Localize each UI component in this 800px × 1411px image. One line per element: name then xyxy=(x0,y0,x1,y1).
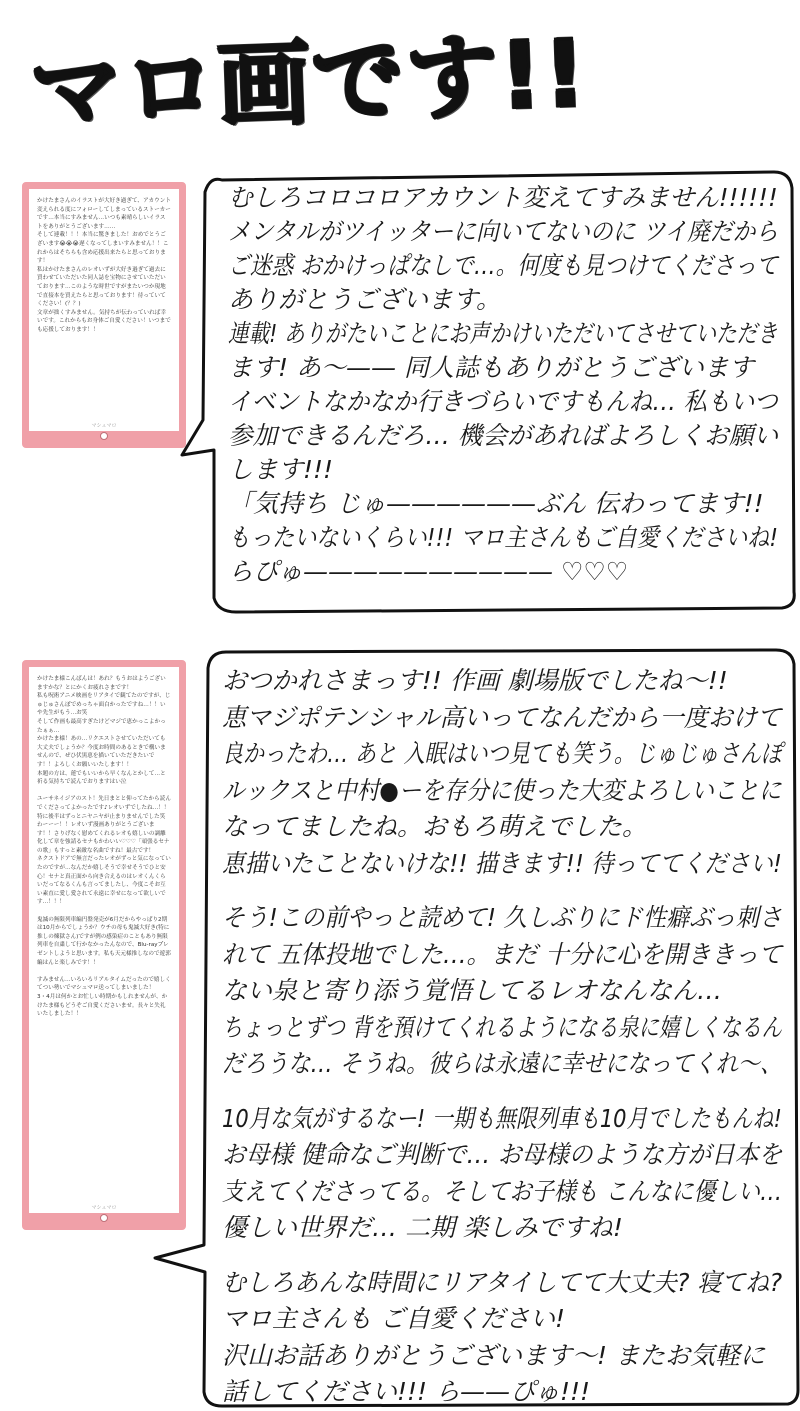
marshmallow-message: かけたま様こんばんは！あれ？もうおはようございますかな？とにかくお疲れさまです！ 私も呪術アニメ映画をリアタイで観てたのですが、じゅじゅさんぽでめっちゃ面白かったですね…！！いや先生がもう…お笑 そして作画も最高すぎたけどマジで恵かっこよかったぁぁ… かけたま様！あの…リクエストさせていただいても大丈夫でしょうか？今度お時間のあるときで構いませんので、ぜひ伏黒恵を描いていただきたいです！！よろしくお願いいたします！！ 本題の方は、蓮でもいいから早くなんとかして…と祈る気持ちで読んでおりますはい泣 ユーサネイジアのスト！先日まとと仰ってたから読んでくださってよかったです♪レオいずでしたね…！！特に後半はずっとニヤニヤが止まりませんでした笑 わーーー！！レオいず漫画ありがとうございます！！さりげなく慰めてくれるレオも嬉しいの調離化して章を強請るセナもかわいい♡♡♡「頑張るセナの歌」もすっと素敵な名曲ですね！最古です！ ネクストドアで無言だったレオがずっと気になっていたのですが…なんだか嬉しそうで幸せそうでひと安心！セナと真正面から向き合えるのはレオくんくらいだってなるくんも言ってましたし、今度こそお互い素直に愛し愛されて永遠に幸せになって欲しいです…！！！ 鬼滅の無限列車編円盤発売が6月だからやっぱり2期は10月からでしょうか？ウチの母も鬼滅大好き(特に推しの煉獄さん)ですが例の感染症のこともあり無限列車を自粛して行かなかったんなので、Blu-rayプレゼントしようと思います。私も天元様推しなので遊郭編はんと楽しみです！！ すみません…いろいろリアルタイムだったので嬉しくてつい勢いでマシュマロ送ってしまいました！ 3・4月は何かとお忙しい時期かもしれませんが、かけたま様もどうぞご自愛くださいませ。長々と失礼いたしました！！ xyxy=(37,676,171,1018)
reply-line: 10月な気がするなー! 一期も無限列車も10月でしたもんね! xyxy=(222,1103,782,1133)
marshmallow-signature: マシュマロ xyxy=(91,423,117,429)
reply-line: そう!この前やっと読めて! 久しぶりにド性癖ぶっ刺さ xyxy=(222,903,783,932)
reply-line: 恵描いたことないけな!! 描きます!! 待っててください! xyxy=(222,848,782,878)
reply-line: らぴゅ—————————— ♡♡♡ xyxy=(228,557,629,586)
reply-line: お母様 健命なご判断で… お母様のような方が日本を xyxy=(222,1140,783,1169)
reply-line: むしろあんな時間にリアタイしてて大丈夫? 寝てね? xyxy=(222,1267,783,1297)
marshmallow-message: かけたまさんのイラストが大好き過ぎて、アカウント変えられる度にフォローしてしまっているストーカーです…本当にすみません…いつも素晴らしいイラストをありがとうございます…… そして連載！！！本当に驚きました！おめでとうございます😭😭😭遅くなってしまいすみません！！これからはそちらも含め応援出来たらと思っております！ 私はかけたまさんのレオいずが大好き過ぎて過去に買わせていただいた同人誌を宝物にさせていただいております…このような時世ですがまたいつか現地で直接本を買えたらと思っております！待っていてください！(？？) 文章が拙くすみません。気持ちが伝わっていれば幸いです。これからもお身体ご自愛ください！いつまでも応援しております！！ xyxy=(37,198,171,333)
reply-line: だろうな… そうね。彼らは永遠に幸せになってくれ〜、 xyxy=(222,1049,783,1078)
reply-line: ない泉と寄り添う覚悟してるレオなんなん… xyxy=(222,976,723,1005)
reply-line: 優しい世界だ… 二期 楽しみですね! xyxy=(222,1213,623,1242)
reply-line: 連載! ありがたいことにお声かけいただいてさせていただき xyxy=(228,319,778,348)
reply-line: 話してください!!! ら——ぴゅ!!! xyxy=(222,1377,591,1406)
reply-line: むしろコロコロアカウント変えてすみません!!!!!! xyxy=(228,183,778,212)
reply-line: ルックスと中村●ーを存分に使った大変よろしいことに xyxy=(222,775,782,805)
marshmallow-signature: マシュマロ xyxy=(91,1205,117,1211)
reply-line: 参加できるんだろ… 機会があればよろしくお願い xyxy=(228,421,779,450)
reply-line: もったいないくらい!!! マロ主さんもご自愛くださいね! xyxy=(228,523,779,552)
reply-line: ます! あ〜—— 同人誌もありがとうございます xyxy=(228,353,754,382)
reply-line: ありがとうございます。 xyxy=(228,285,502,314)
reply-line: 恵マジポテンシャル高いってなんだから一度おけて xyxy=(222,702,782,732)
reply-line: メンタルがツイッターに向いてないのに ツイ廃だから xyxy=(228,217,779,246)
reply-line: れて 五体投地でした…。まだ 十分に心を開ききって xyxy=(222,939,783,969)
reply-line: 「気持ち じゅ——————ぶん 伝わってます!! xyxy=(228,489,764,518)
reply-line: イベントなかなか行きづらいですもんね… 私もいつ xyxy=(228,387,778,416)
reply-line: 良かったわ… あと 入眠はいつ見ても笑う。じゅじゅさんぽ xyxy=(222,739,783,768)
reply-line: ちょっとずつ 背を預けてくれるようになる泉に嬉しくなるん xyxy=(222,1012,783,1042)
reply-line: します!!! xyxy=(228,455,334,484)
page-title: マロ画です!! xyxy=(28,20,590,147)
reply-line: 支えてくださってる。そしてお子様も こんなに優しい… xyxy=(222,1176,783,1206)
reply-line: マロ主さんも ご自愛ください! xyxy=(222,1304,565,1333)
reply-line: なってましたね。おもろ萌えでした。 xyxy=(222,812,648,841)
reply-line: ご迷惑 おかけっぱなしで…。何度も見つけてくださって xyxy=(228,251,779,280)
reply-line: おつかれさまっす!! 作画 劇場版でしたね〜!! xyxy=(222,666,728,695)
reply-line: 沢山お話ありがとうございます〜! またお気軽に xyxy=(222,1340,765,1370)
